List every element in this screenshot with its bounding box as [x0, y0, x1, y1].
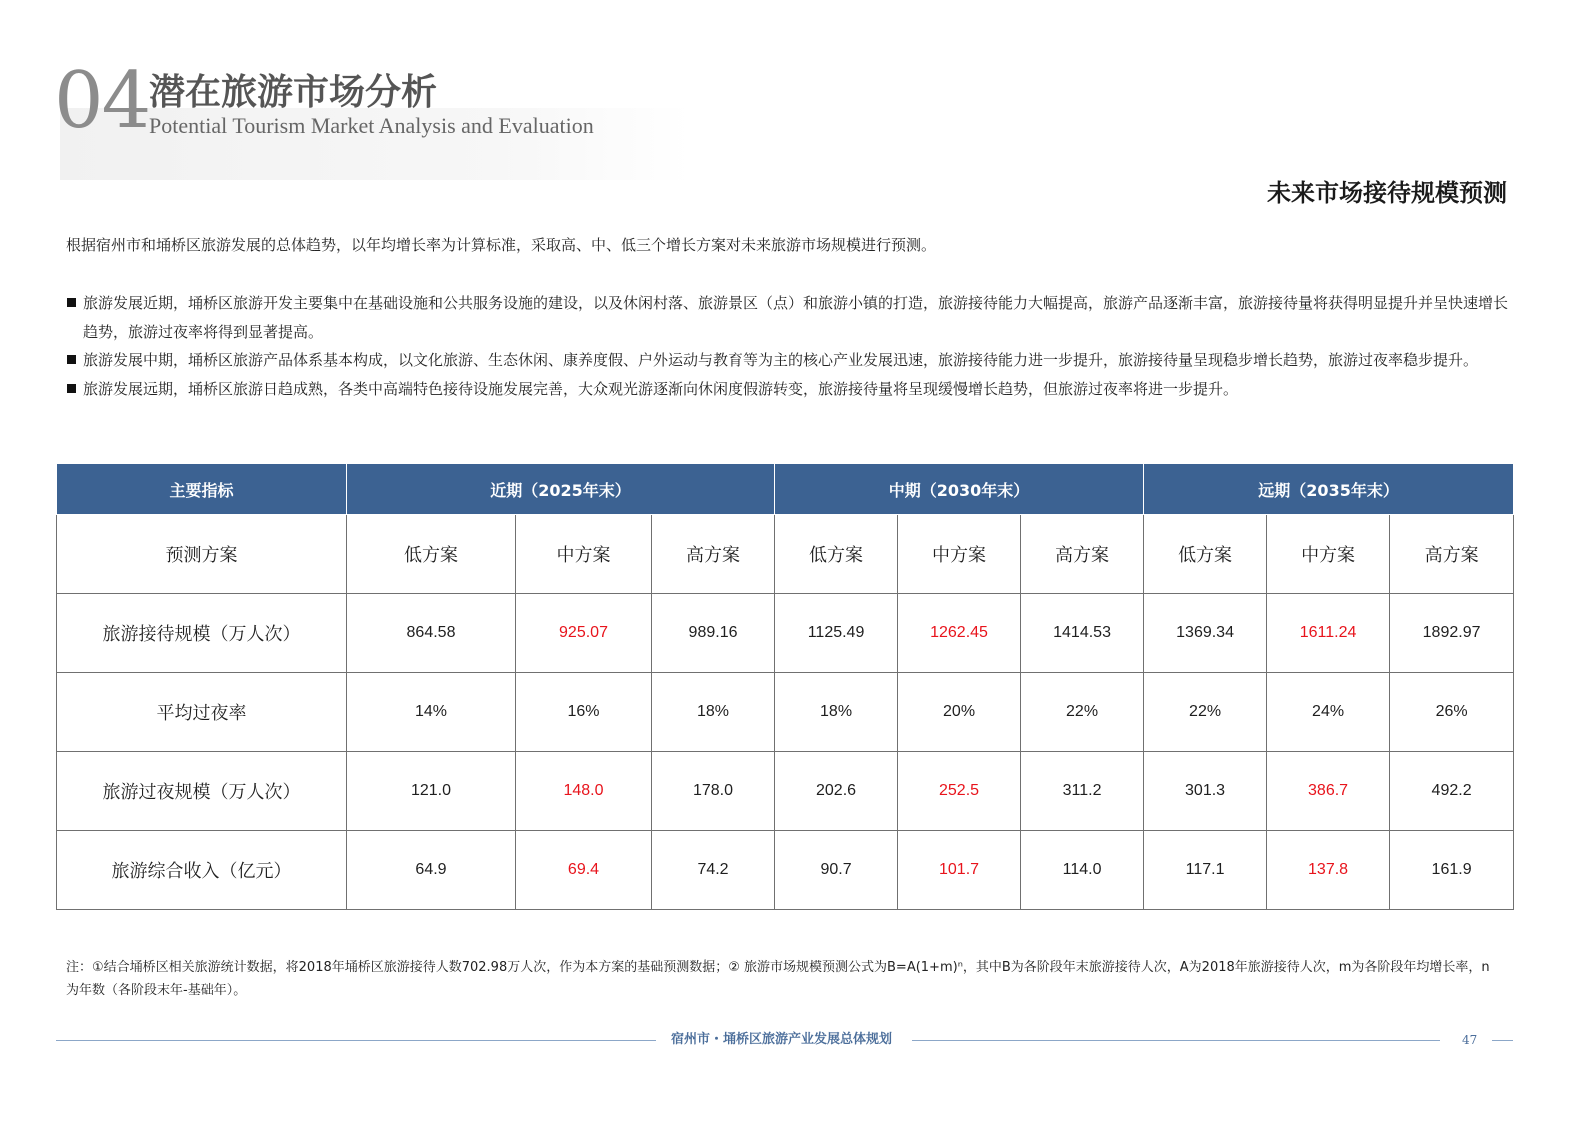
- row-label-overnight-scale: 旅游过夜规模（万人次）: [57, 752, 347, 831]
- table-row: [57, 673, 1514, 752]
- scheme-cell: 高方案: [652, 515, 775, 594]
- table-cell: 16%: [516, 673, 652, 752]
- table-cell: 161.9: [1390, 831, 1514, 910]
- footer-divider-left: [56, 1040, 656, 1041]
- row-label-overnight-rate: 平均过夜率: [57, 673, 347, 752]
- header-near-term: 近期（2025年末）: [347, 464, 775, 515]
- table-cell-highlight: 148.0: [516, 752, 652, 831]
- table-cell: 22%: [1021, 673, 1144, 752]
- header-indicator: 主要指标: [57, 464, 347, 515]
- bullet-item-near-term: 旅游发展近期，埇桥区旅游开发主要集中在基础设施和公共服务设施的建设，以及休闲村落、旅游景区（点）和旅游小镇的打造，旅游接待能力大幅提高，旅游产品逐渐丰富，旅游接待量将获得明显提升并呈快速增长趋势，旅游过夜率将得到显著提高。: [66, 289, 1516, 346]
- footnote-line-2: 为年数（各阶段末年-基础年）。: [66, 983, 247, 998]
- section-title-en: Potential Tourism Market Analysis and Evaluation: [149, 113, 594, 138]
- table-row: [57, 594, 1514, 673]
- page-number: 47: [1462, 1033, 1478, 1047]
- row-label-visitors: 旅游接待规模（万人次）: [57, 594, 347, 673]
- footer-divider-right: [1492, 1040, 1513, 1041]
- table-cell: 864.58: [347, 594, 516, 673]
- scheme-row: [57, 515, 1514, 594]
- table-cell: 18%: [652, 673, 775, 752]
- table-cell: 1125.49: [775, 594, 898, 673]
- page-subtitle: 未来市场接待规模预测: [1267, 178, 1507, 207]
- footnote-line-1: 注：①结合埇桥区相关旅游统计数据，将2018年埇桥区旅游接待人数702.98万人次，作为本方案的基础预测数据；② 旅游市场规模预测公式为B=A(1+m)ⁿ，其中B为各阶段年末旅游接待人次，A为2018年旅游接待人次，m为各阶段年均增长率，n: [66, 960, 1490, 975]
- table-cell: 301.3: [1144, 752, 1267, 831]
- scheme-cell: 低方案: [775, 515, 898, 594]
- footer-divider-middle: [912, 1040, 1440, 1041]
- scheme-cell: 中方案: [1267, 515, 1390, 594]
- table-cell: 1369.34: [1144, 594, 1267, 673]
- footnote: [66, 956, 1516, 1002]
- table-cell: 121.0: [347, 752, 516, 831]
- table-cell-highlight: 386.7: [1267, 752, 1390, 831]
- table-cell: 20%: [898, 673, 1021, 752]
- row-label-scheme: 预测方案: [57, 515, 347, 594]
- table-cell-highlight: 101.7: [898, 831, 1021, 910]
- scheme-cell: 高方案: [1021, 515, 1144, 594]
- table-cell: 202.6: [775, 752, 898, 831]
- table-cell: 178.0: [652, 752, 775, 831]
- table-cell: 117.1: [1144, 831, 1267, 910]
- bullet-list: [66, 289, 1516, 403]
- scheme-cell: 中方案: [898, 515, 1021, 594]
- table-cell: 22%: [1144, 673, 1267, 752]
- scheme-cell: 低方案: [1144, 515, 1267, 594]
- table-cell: 14%: [347, 673, 516, 752]
- table-cell: 18%: [775, 673, 898, 752]
- table-cell: 114.0: [1021, 831, 1144, 910]
- header-long-term: 远期（2035年末）: [1144, 464, 1514, 515]
- table-cell: 74.2: [652, 831, 775, 910]
- table-cell-highlight: 137.8: [1267, 831, 1390, 910]
- table-cell-highlight: 925.07: [516, 594, 652, 673]
- footer-document-title: 宿州市・埇桥区旅游产业发展总体规划: [671, 1032, 893, 1047]
- table-cell: 26%: [1390, 673, 1514, 752]
- header-mid-term: 中期（2030年末）: [775, 464, 1144, 515]
- table-header-row: [57, 464, 1514, 515]
- section-number: 04: [54, 56, 150, 146]
- table-cell: 64.9: [347, 831, 516, 910]
- forecast-table: [56, 463, 1514, 910]
- table-cell: 1414.53: [1021, 594, 1144, 673]
- scheme-cell: 低方案: [347, 515, 516, 594]
- table-cell-highlight: 1262.45: [898, 594, 1021, 673]
- bullet-item-mid-term: 旅游发展中期，埇桥区旅游产品体系基本构成，以文化旅游、生态休闲、康养度假、户外运动与教育等为主的核心产业发展迅速，旅游接待能力进一步提升，旅游接待量呈现稳步增长趋势，旅游过夜率稳步提升。: [66, 346, 1516, 375]
- table-cell-highlight: 69.4: [516, 831, 652, 910]
- table-cell: 311.2: [1021, 752, 1144, 831]
- table-row: [57, 831, 1514, 910]
- table-row: [57, 752, 1514, 831]
- table-cell: 24%: [1267, 673, 1390, 752]
- section-title-cn: 潜在旅游市场分析: [149, 71, 438, 113]
- row-label-revenue: 旅游综合收入（亿元）: [57, 831, 347, 910]
- table-cell-highlight: 252.5: [898, 752, 1021, 831]
- intro-paragraph: 根据宿州市和埇桥区旅游发展的总体趋势，以年均增长率为计算标准，采取高、中、低三个增长方案对未来旅游市场规模进行预测。: [66, 236, 937, 254]
- scheme-cell: 高方案: [1390, 515, 1514, 594]
- table-cell: 989.16: [652, 594, 775, 673]
- table-cell: 90.7: [775, 831, 898, 910]
- bullet-item-long-term: 旅游发展远期，埇桥区旅游日趋成熟，各类中高端特色接待设施发展完善，大众观光游逐渐向休闲度假游转变，旅游接待量将呈现缓慢增长趋势，但旅游过夜率将进一步提升。: [66, 375, 1516, 404]
- table-cell: 492.2: [1390, 752, 1514, 831]
- table-cell: 1892.97: [1390, 594, 1514, 673]
- scheme-cell: 中方案: [516, 515, 652, 594]
- table-cell-highlight: 1611.24: [1267, 594, 1390, 673]
